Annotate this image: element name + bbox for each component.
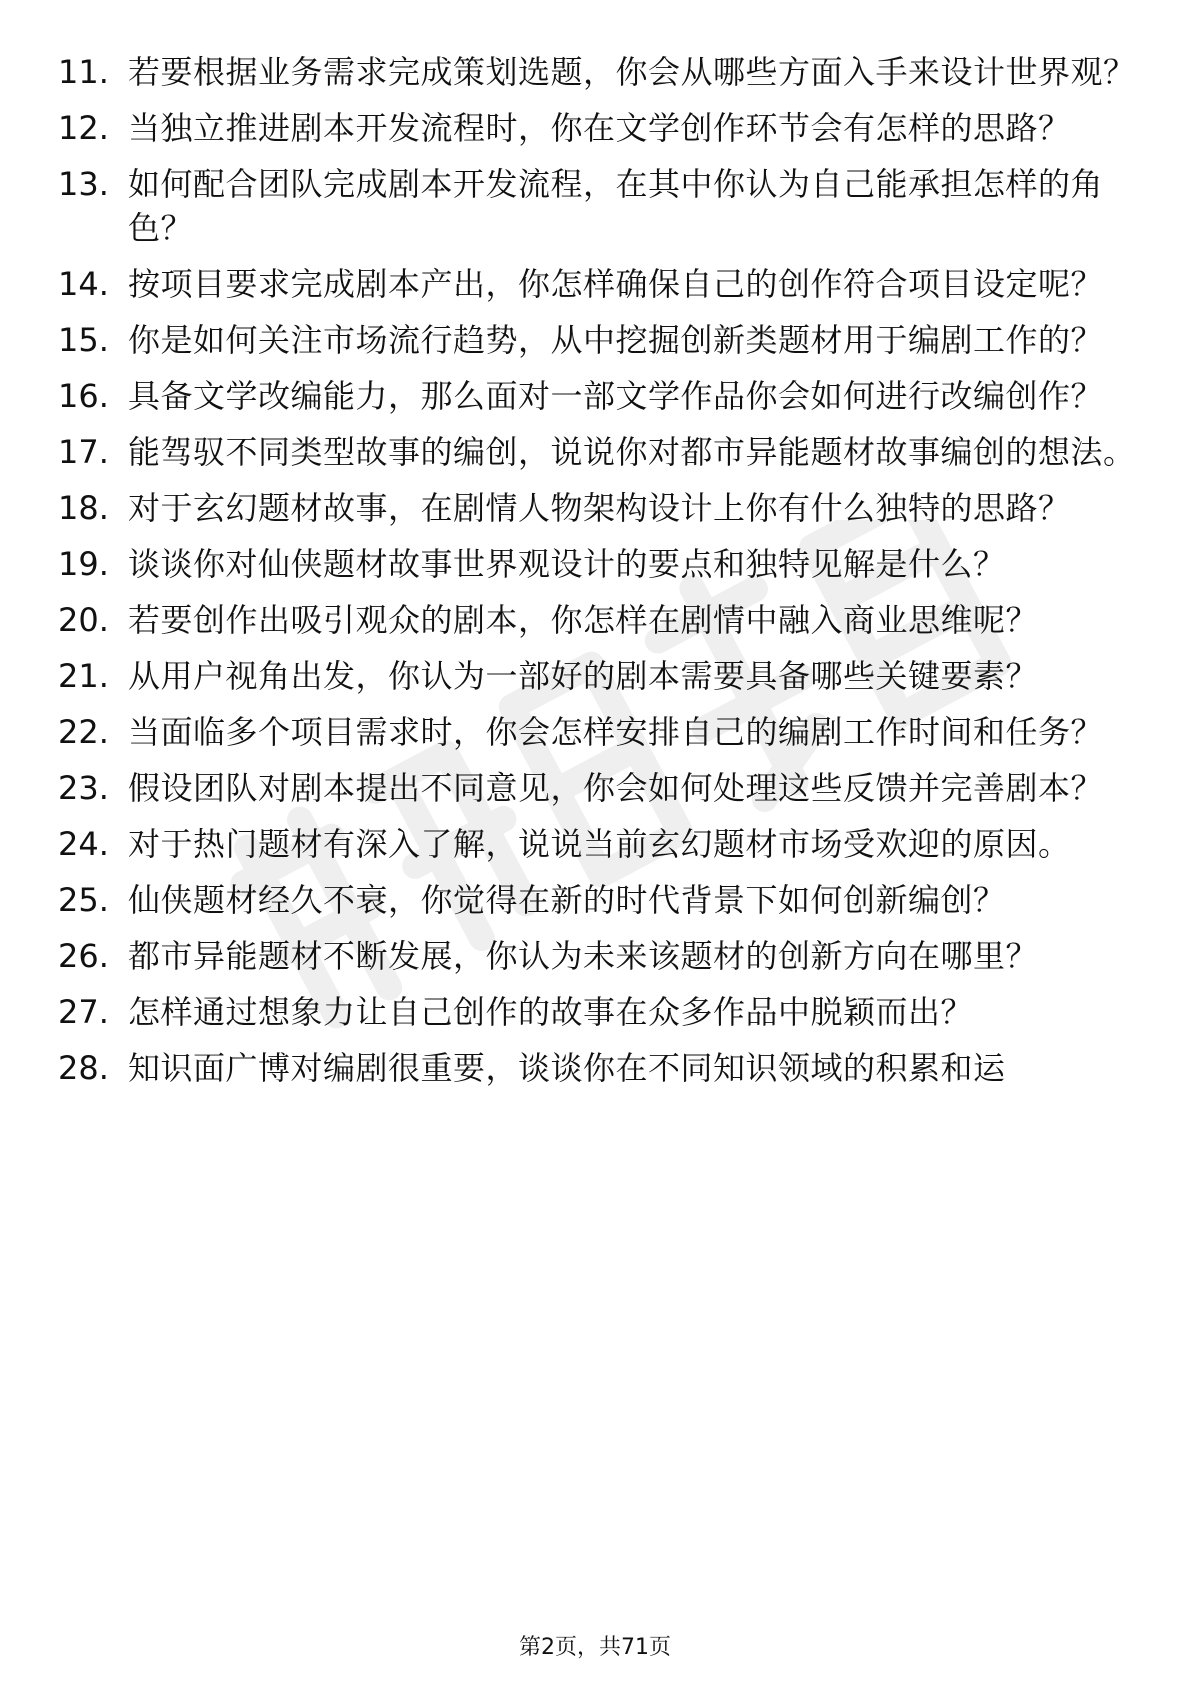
question-number: 12. [58,109,109,147]
question-text: 怎样通过想象力让自己创作的故事在众多作品中脱颖而出？ [128,993,974,1031]
question-number: 16. [58,377,109,415]
question-text: 当独立推进剧本开发流程时，你在文学创作环节会有怎样的思路？ [128,109,1071,147]
list-item [58,710,1138,754]
list-item [58,766,1138,810]
question-text: 谈谈你对仙侠题材故事世界观设计的要点和独特见解是什么？ [128,545,1006,583]
list-item [58,990,1138,1034]
list-item [58,106,1138,150]
list-item [58,486,1138,530]
list-item [58,262,1138,306]
page-footer [0,1634,1190,1662]
question-number: 15. [58,321,109,359]
question-number: 17. [58,433,109,471]
list-item [58,430,1138,474]
question-text: 当面临多个项目需求时，你会怎样安排自己的编剧工作时间和任务？ [128,713,1104,751]
list-item [58,50,1138,94]
question-number: 18. [58,489,109,527]
question-number: 14. [58,265,109,303]
question-number: 21. [58,657,109,695]
question-number: 27. [58,993,109,1031]
question-text: 你是如何关注市场流行趋势，从中挖掘创新类题材用于编剧工作的？ [128,321,1104,359]
question-number: 24. [58,825,109,863]
list-item [58,162,1138,250]
question-text: 若要根据业务需求完成策划选题，你会从哪些方面入手来设计世界观？ [128,53,1136,91]
question-number: 11. [58,53,109,91]
question-text: 知识面广博对编剧很重要，谈谈你在不同知识领域的积累和运 [128,1049,1006,1087]
question-number: 13. [58,165,109,203]
question-number: 20. [58,601,109,639]
question-text: 具备文学改编能力，那么面对一部文学作品你会如何进行改编创作？ [128,377,1104,415]
question-number: 28. [58,1049,109,1087]
question-text: 按项目要求完成剧本产出，你怎样确保自己的创作符合项目设定呢？ [128,265,1104,303]
question-text: 若要创作出吸引观众的剧本，你怎样在剧情中融入商业思维呢？ [128,601,1039,639]
question-text: 能驾驭不同类型故事的编创，说说你对都市异能题材故事编创的想法。 [128,433,1136,471]
question-text: 对于热门题材有深入了解，说说当前玄幻题材市场受欢迎的原因。 [128,825,1071,863]
question-number: 26. [58,937,109,975]
list-item [58,822,1138,866]
question-text: 从用户视角出发，你认为一部好的剧本需要具备哪些关键要素？ [128,657,1039,695]
question-number: 22. [58,713,109,751]
question-text: 都市异能题材不断发展，你认为未来该题材的创新方向在哪里？ [128,937,1039,975]
question-text: 仙侠题材经久不衰，你觉得在新的时代背景下如何创新编创？ [128,881,1006,919]
list-item [58,318,1138,362]
list-item [58,654,1138,698]
question-text: 如何配合团队完成剧本开发流程，在其中你认为自己能承担怎样的角色？ [128,165,1104,247]
question-number: 23. [58,769,109,807]
list-item [58,934,1138,978]
list-item [58,374,1138,418]
question-list [58,50,1138,1102]
question-text: 对于玄幻题材故事，在剧情人物架构设计上你有什么独特的思路？ [128,489,1071,527]
list-item [58,878,1138,922]
question-text: 假设团队对剧本提出不同意见，你会如何处理这些反馈并完善剧本？ [128,769,1104,807]
list-item [58,1046,1138,1090]
page-number-label: 第2页，共71页 [519,1635,671,1660]
list-item [58,542,1138,586]
question-number: 25. [58,881,109,919]
question-number: 19. [58,545,109,583]
list-item [58,598,1138,642]
